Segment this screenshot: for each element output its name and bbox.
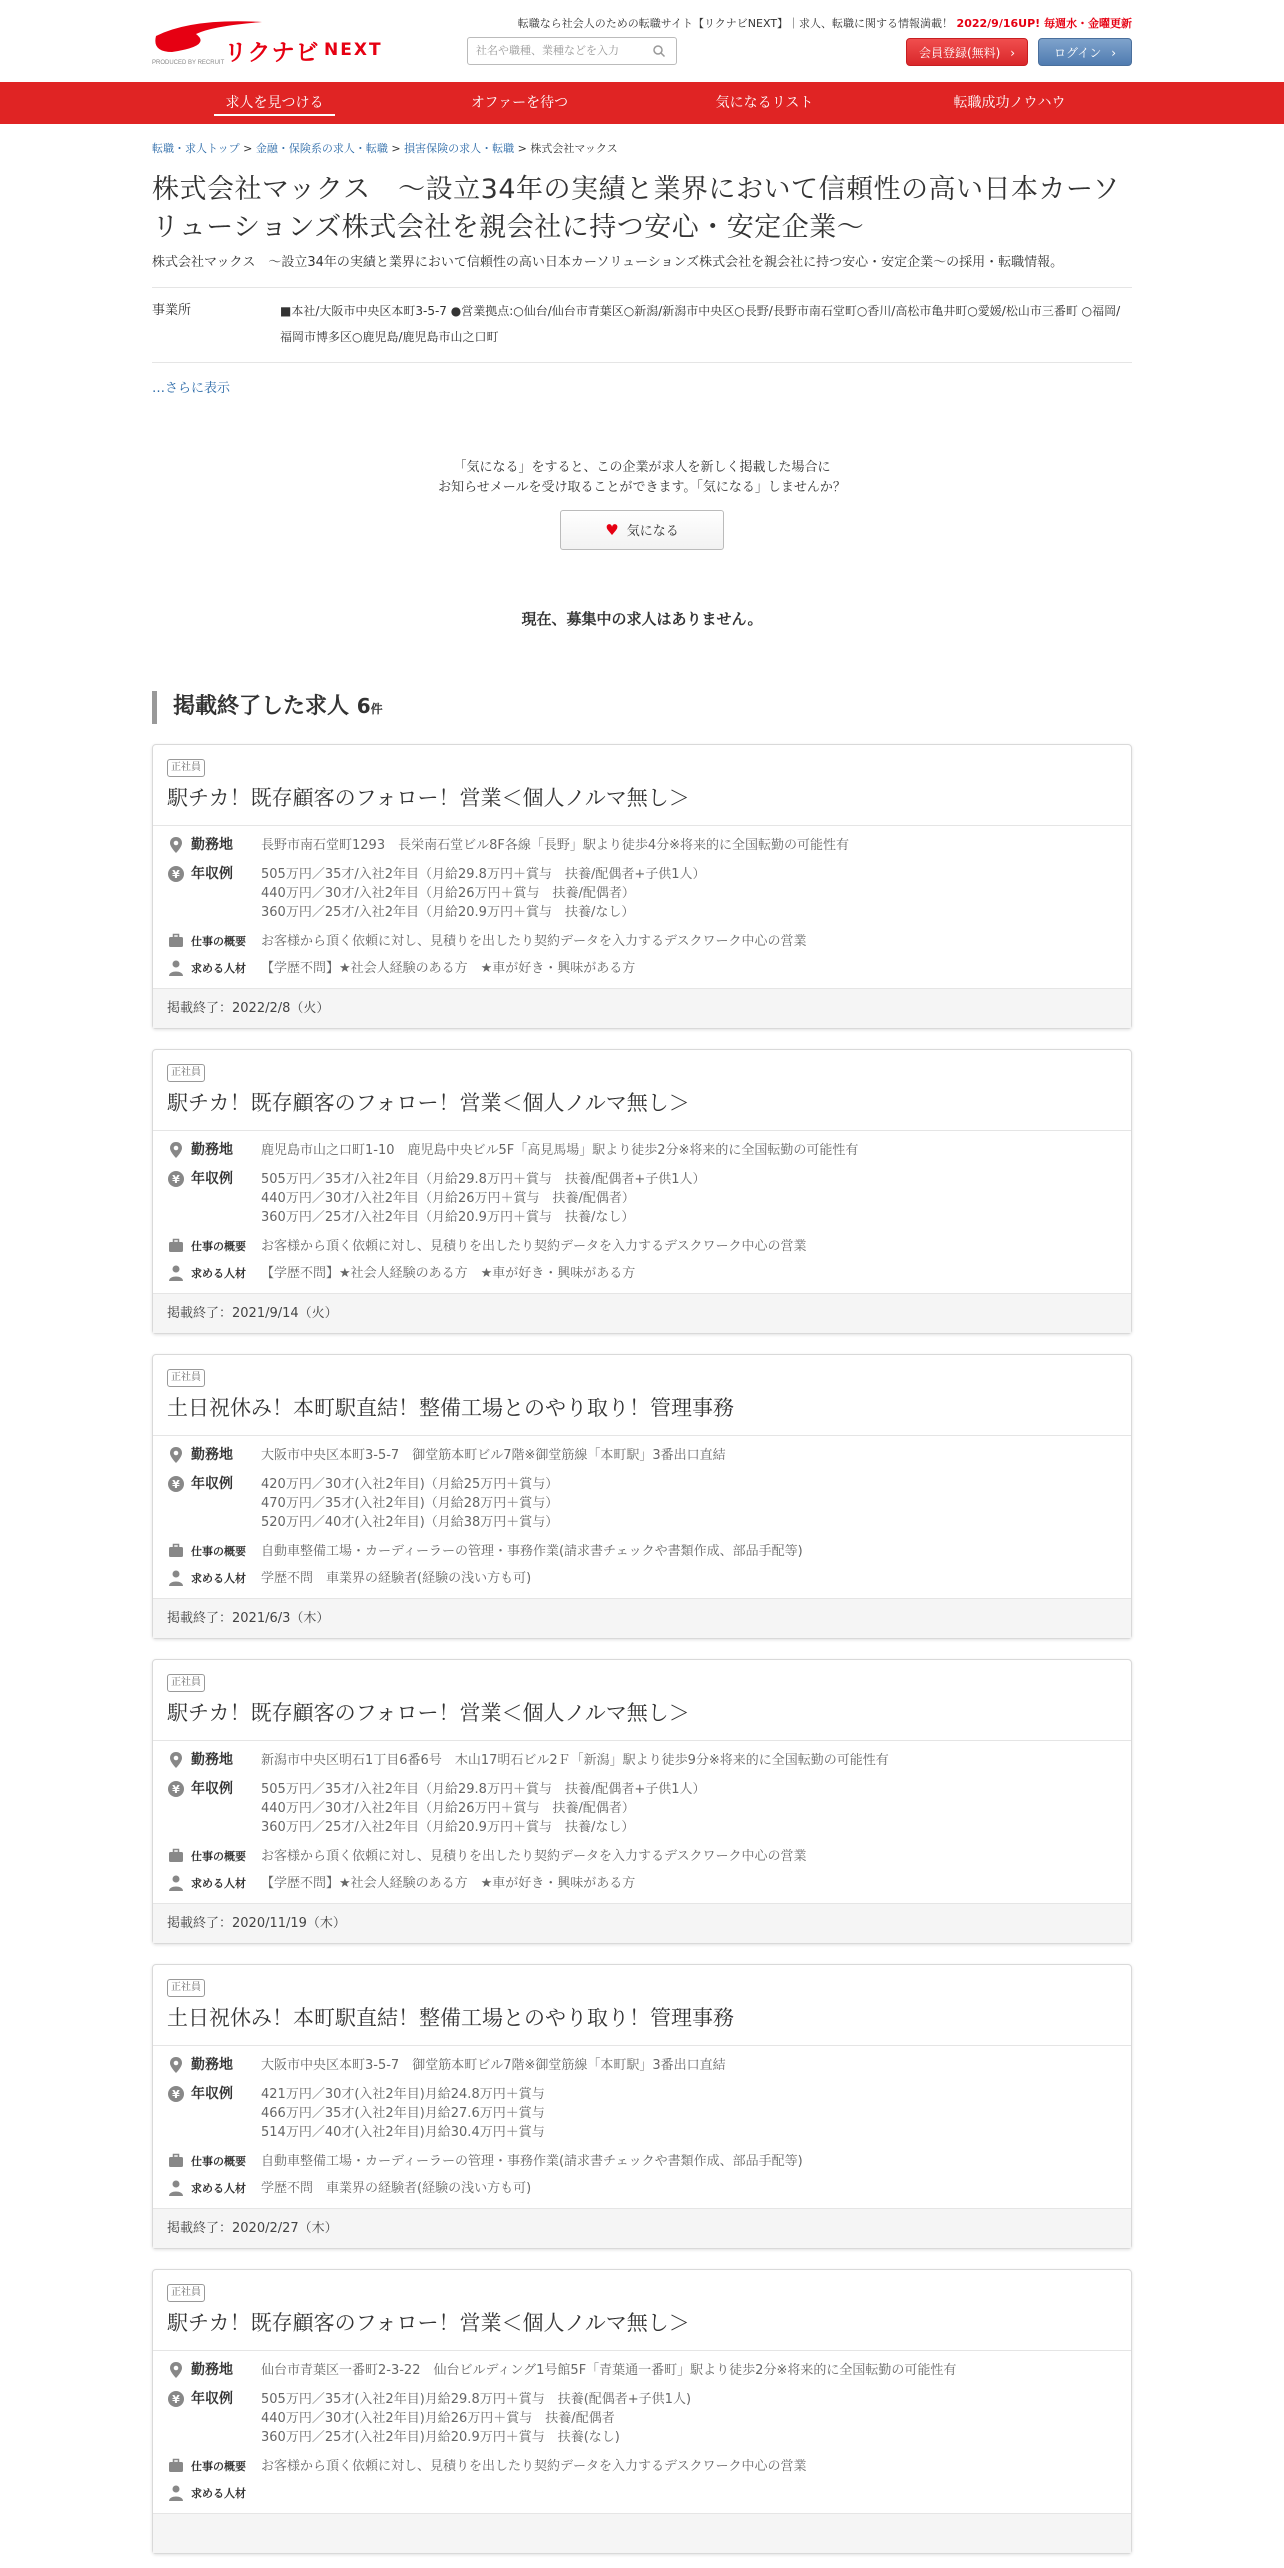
company-info-table <box>152 287 1132 363</box>
salary-row <box>167 865 1117 922</box>
svg-text:¥: ¥ <box>172 1478 180 1491</box>
nav-wait-offer[interactable]: オファーを待つ <box>470 95 569 111</box>
location-row <box>167 2361 1117 2380</box>
logo-text: リクナビ <box>224 40 320 66</box>
summary-label <box>167 1237 261 1256</box>
employment-badge: 正社員 <box>167 759 205 777</box>
summary-label-text: 仕事の概要 <box>191 1850 246 1863</box>
job-title[interactable]: 土日祝休み！本町駅直結！整備工場とのやり取り！管理事務 <box>167 1396 734 1420</box>
breadcrumb: 転職・求人トップ > 金融・保険系の求人・転職 > 損害保険の求人・転職 > 株式会社マックス <box>152 142 618 155</box>
wanted-label <box>167 1874 261 1893</box>
wanted-row <box>167 2484 1117 2503</box>
location-label-text: 勤務地 <box>191 1142 233 1158</box>
summary-value: お客様から頂く依頼に対し、見積りを出したり契約データを入力するデスクワーク中心の営業 <box>261 934 807 949</box>
favorite-message <box>152 458 1132 498</box>
search-input[interactable]: 社名や職種、業種などを入力 <box>467 37 677 65</box>
person-icon <box>167 2484 185 2502</box>
wanted-value: 【学歴不問】★社会人経験のある方 ★車が好き・興味がある方 <box>261 961 636 976</box>
location-value: 大阪市中央区本町3-5-7 御堂筋本町ビル7階※御堂筋線「本町駅」3番出口直結 <box>261 1448 726 1463</box>
location-row <box>167 1141 1117 1160</box>
nav-find-jobs[interactable]: 求人を見つける <box>152 82 397 124</box>
summary-row <box>167 2457 1117 2476</box>
location-label-text: 勤務地 <box>191 1752 233 1768</box>
summary-label-text: 仕事の概要 <box>191 1545 246 1558</box>
salary-label <box>167 865 261 922</box>
job-title[interactable]: 駅チカ！既存顧客のフォロー！営業＜個人ノルマ無し＞ <box>167 786 690 810</box>
wanted-label-text: 求める人材 <box>191 2487 246 2500</box>
map-pin-icon <box>167 836 185 854</box>
job-card[interactable] <box>152 1354 1132 1639</box>
wanted-row <box>167 959 1117 978</box>
job-card-header <box>153 2270 1131 2351</box>
wanted-row <box>167 2179 1117 2198</box>
salary-values <box>261 865 706 922</box>
location-label <box>167 1751 261 1770</box>
job-card-header <box>153 1355 1131 1436</box>
show-more-link[interactable]: …さらに表示 <box>152 381 231 396</box>
breadcrumb-finance[interactable]: 金融・保険系の求人・転職 <box>255 142 388 155</box>
office-label: 事業所 <box>152 303 192 318</box>
ended-jobs-unit: 件 <box>370 702 383 716</box>
job-card[interactable] <box>152 744 1132 1029</box>
summary-row <box>167 1847 1117 1866</box>
summary-value: 自動車整備工場・カーディーラーの管理・事務作業(請求書チェックや書類作成、部品手配等) <box>261 1544 803 1559</box>
posting-ended-date <box>153 2513 1131 2553</box>
job-title[interactable]: 駅チカ！既存顧客のフォロー！営業＜個人ノルマ無し＞ <box>167 2311 690 2335</box>
salary-label-text: 年収例 <box>191 866 233 882</box>
location-value: 新潟市中央区明石1丁目6番6号 木山17明石ビル2Ｆ「新潟」駅より徒歩9分※将来的に全国転勤の可能性有 <box>261 1753 889 1768</box>
salary-line: 360万円／25才/入社2年目（月給20.9万円＋賞与 扶養/なし） <box>261 905 635 920</box>
summary-value: お客様から頂く依頼に対し、見積りを出したり契約データを入力するデスクワーク中心の営業 <box>261 1239 807 1254</box>
svg-text:¥: ¥ <box>172 2088 180 2101</box>
job-card-header <box>153 1965 1131 2046</box>
location-label <box>167 1141 261 1160</box>
main-content <box>152 139 1132 2554</box>
salary-values <box>261 2085 545 2142</box>
search-icon[interactable] <box>652 44 666 58</box>
global-nav <box>0 82 1284 124</box>
wanted-row <box>167 1264 1117 1283</box>
wanted-label-text: 求める人材 <box>191 2182 246 2195</box>
salary-line: 440万円／30才(入社2年目)月給26万円＋賞与 扶養/配偶者 <box>261 2411 615 2426</box>
location-label-text: 勤務地 <box>191 2057 233 2073</box>
job-card-body <box>153 1436 1131 1598</box>
posting-ended-date: 掲載終了：2020/11/19（木） <box>153 1903 1131 1943</box>
ended-jobs-heading <box>152 691 1132 724</box>
location-value: 長野市南石堂町1293 長栄南石堂ビル8F各線「長野」駅より徒歩4分※将来的に全国転勤の可能性有 <box>261 838 849 853</box>
salary-row <box>167 1475 1117 1532</box>
yen-icon <box>167 1170 185 1188</box>
svg-text:¥: ¥ <box>172 868 180 881</box>
summary-label <box>167 2457 261 2476</box>
yen-icon <box>167 1475 185 1493</box>
no-jobs-message: 現在、募集中の求人はありません。 <box>521 610 763 628</box>
company-subtitle: 株式会社マックス ～設立34年の実績と業界において信頼性の高い日本カーソリューションズ株式会社を親会社に持つ安心・安定企業～の採用・転職情報。 <box>152 255 1064 270</box>
wanted-label-text: 求める人材 <box>191 1877 246 1890</box>
person-icon <box>167 1874 185 1892</box>
wanted-label-text: 求める人材 <box>191 962 246 975</box>
briefcase-icon <box>167 1237 185 1255</box>
rikunabi-next-logo[interactable] <box>152 16 402 72</box>
salary-label <box>167 1475 261 1532</box>
briefcase-icon <box>167 932 185 950</box>
salary-label <box>167 2390 261 2447</box>
breadcrumb-top[interactable]: 転職・求人トップ <box>152 142 240 155</box>
salary-row <box>167 2085 1117 2142</box>
job-card-header <box>153 1050 1131 1131</box>
job-card[interactable] <box>152 2269 1132 2554</box>
wanted-label <box>167 1264 261 1283</box>
location-label <box>167 2056 261 2075</box>
register-button[interactable] <box>906 38 1028 66</box>
map-pin-icon <box>167 1141 185 1159</box>
salary-line: 520万円／40才(入社2年目)（月給38万円＋賞与） <box>261 1515 559 1530</box>
yen-icon <box>167 865 185 883</box>
job-card[interactable] <box>152 1049 1132 1334</box>
salary-line: 420万円／30才(入社2年目)（月給25万円＋賞与） <box>261 1477 559 1492</box>
svg-text:¥: ¥ <box>172 2393 180 2406</box>
job-card-body <box>153 1131 1131 1293</box>
salary-line: 440万円／30才/入社2年目（月給26万円＋賞与 扶養/配偶者） <box>261 1191 635 1206</box>
favorite-button[interactable] <box>560 510 724 550</box>
location-label-text: 勤務地 <box>191 1447 233 1463</box>
summary-label-text: 仕事の概要 <box>191 2155 246 2168</box>
person-icon <box>167 1569 185 1587</box>
register-label: 会員登録(無料) <box>918 46 1001 60</box>
tagline-text: 転職なら社会人のための転職サイト【リクナビNEXT】｜求人、転職に関する情報満載！ <box>517 17 954 30</box>
yen-icon <box>167 1780 185 1798</box>
wanted-row <box>167 1569 1117 1588</box>
location-label <box>167 836 261 855</box>
job-title[interactable]: 土日祝休み！本町駅直結！整備工場とのやり取り！管理事務 <box>167 2006 734 2030</box>
employment-badge: 正社員 <box>167 1979 205 1997</box>
favorite-button-label: 気になる <box>626 524 679 539</box>
breadcrumb-insurance[interactable]: 損害保険の求人・転職 <box>404 142 515 155</box>
logo-byline: PRODUCED BY RECRUIT <box>152 60 225 66</box>
summary-label <box>167 2152 261 2171</box>
wanted-label-text: 求める人材 <box>191 1572 246 1585</box>
salary-label-text: 年収例 <box>191 2391 233 2407</box>
salary-label-text: 年収例 <box>191 1781 233 1797</box>
summary-label-text: 仕事の概要 <box>191 2460 246 2473</box>
employment-badge: 正社員 <box>167 1064 205 1082</box>
briefcase-icon <box>167 1542 185 1560</box>
salary-line: 505万円／35才(入社2年目)月給29.8万円＋賞与 扶養(配偶者+子供1人) <box>261 2392 692 2407</box>
svg-text:¥: ¥ <box>172 1173 180 1186</box>
salary-line: 505万円／35才/入社2年目（月給29.8万円＋賞与 扶養/配偶者+子供1人） <box>261 1782 706 1797</box>
salary-line: 440万円／30才/入社2年目（月給26万円＋賞与 扶養/配偶者） <box>261 886 635 901</box>
briefcase-icon <box>167 1847 185 1865</box>
salary-row <box>167 2390 1117 2447</box>
job-title[interactable]: 駅チカ！既存顧客のフォロー！営業＜個人ノルマ無し＞ <box>167 1091 690 1115</box>
salary-line: 360万円／25才/入社2年目（月給20.9万円＋賞与 扶養/なし） <box>261 1820 635 1835</box>
favorite-message-line2: お知らせメールを受け取ることができます。「気になる」しませんか？ <box>438 480 846 495</box>
summary-label <box>167 932 261 951</box>
wanted-label <box>167 959 261 978</box>
salary-values <box>261 1475 558 1532</box>
summary-label-text: 仕事の概要 <box>191 935 246 948</box>
salary-label <box>167 1780 261 1837</box>
update-info: 2022/9/16UP! 毎週水・金曜更新 <box>956 17 1132 30</box>
nav-knowhow[interactable]: 転職成功ノウハウ <box>953 95 1066 111</box>
summary-row <box>167 932 1117 951</box>
salary-values <box>261 2390 691 2447</box>
salary-values <box>261 1780 706 1837</box>
wanted-value: 学歴不問 車業界の経験者(経験の浅い方も可) <box>261 2181 532 2196</box>
wanted-label <box>167 2484 261 2503</box>
briefcase-icon <box>167 2152 185 2170</box>
ended-jobs-count: 6 <box>356 694 371 718</box>
summary-value: 自動車整備工場・カーディーラーの管理・事務作業(請求書チェックや書類作成、部品手配等) <box>261 2154 803 2169</box>
wanted-label <box>167 2179 261 2198</box>
salary-label <box>167 1170 261 1227</box>
salary-label-text: 年収例 <box>191 1476 233 1492</box>
map-pin-icon <box>167 1446 185 1464</box>
location-label-text: 勤務地 <box>191 837 233 853</box>
summary-label <box>167 1847 261 1866</box>
chevron-right-icon: › <box>1010 46 1015 60</box>
person-icon <box>167 2179 185 2197</box>
location-value: 鹿児島市山之口町1-10 鹿児島中央ビル5F「高見馬場」駅より徒歩2分※将来的に全国転勤の可能性有 <box>261 1143 859 1158</box>
salary-label-text: 年収例 <box>191 2086 233 2102</box>
office-value: ■本社/大阪市中央区本町3-5-7 ●営業拠点:○仙台/仙台市青葉区○新潟/新潟市中央区○長野/長野市南石堂町○香川/高松市亀井町○愛媛/松山市三番町 ○福岡/福岡市博多区○鹿児島/鹿児島市山之口町 <box>280 304 1121 344</box>
location-label <box>167 2361 261 2380</box>
location-row <box>167 1751 1117 1770</box>
login-label: ログイン <box>1053 46 1102 60</box>
job-card-header <box>153 745 1131 826</box>
location-value: 大阪市中央区本町3-5-7 御堂筋本町ビル7階※御堂筋線「本町駅」3番出口直結 <box>261 2058 726 2073</box>
posting-ended-date: 掲載終了：2022/2/8（火） <box>153 988 1131 1028</box>
job-card-header <box>153 1660 1131 1741</box>
job-title[interactable]: 駅チカ！既存顧客のフォロー！営業＜個人ノルマ無し＞ <box>167 1701 690 1725</box>
summary-row <box>167 1237 1117 1256</box>
salary-label-text: 年収例 <box>191 1171 233 1187</box>
wanted-value: 学歴不問 車業界の経験者(経験の浅い方も可) <box>261 1571 532 1586</box>
page-title: 株式会社マックス ～設立34年の実績と業界において信頼性の高い日本カーソリューションズ株式会社を親会社に持つ安心・安定企業～ <box>152 174 1120 243</box>
briefcase-icon <box>167 2457 185 2475</box>
employment-badge: 正社員 <box>167 2284 205 2302</box>
header-tagline <box>518 15 1132 31</box>
location-label <box>167 1446 261 1465</box>
login-button[interactable] <box>1038 38 1132 66</box>
nav-favorites[interactable]: 気になるリスト <box>715 95 814 111</box>
employment-badge: 正社員 <box>167 1674 205 1692</box>
salary-line: 360万円／25才(入社2年目)月給20.9万円＋賞与 扶養(なし) <box>261 2430 620 2445</box>
wanted-row <box>167 1874 1117 1893</box>
wanted-value: 【学歴不問】★社会人経験のある方 ★車が好き・興味がある方 <box>261 1266 636 1281</box>
map-pin-icon <box>167 2056 185 2074</box>
yen-icon <box>167 2085 185 2103</box>
salary-line: 505万円／35才/入社2年目（月給29.8万円＋賞与 扶養/配偶者+子供1人） <box>261 1172 706 1187</box>
salary-label <box>167 2085 261 2142</box>
job-card[interactable] <box>152 1659 1132 1944</box>
location-label-text: 勤務地 <box>191 2362 233 2378</box>
yen-icon <box>167 2390 185 2408</box>
summary-label-text: 仕事の概要 <box>191 1240 246 1253</box>
job-card[interactable] <box>152 1964 1132 2249</box>
salary-line: 440万円／30才/入社2年目（月給26万円＋賞与 扶養/配偶者） <box>261 1801 635 1816</box>
site-header <box>152 0 1132 82</box>
job-card-body <box>153 1741 1131 1903</box>
salary-line: 505万円／35才/入社2年目（月給29.8万円＋賞与 扶養/配偶者+子供1人） <box>261 867 706 882</box>
chevron-right-icon: › <box>1111 46 1117 60</box>
job-card-body <box>153 2046 1131 2208</box>
location-row <box>167 2056 1117 2075</box>
person-icon <box>167 959 185 977</box>
summary-value: お客様から頂く依頼に対し、見積りを出したり契約データを入力するデスクワーク中心の営業 <box>261 2459 807 2474</box>
job-card-body <box>153 2351 1131 2513</box>
salary-line: 466万円／35才(入社2年目)月給27.6万円＋賞与 <box>261 2106 545 2121</box>
svg-text:¥: ¥ <box>172 1783 180 1796</box>
map-pin-icon <box>167 1751 185 1769</box>
person-icon <box>167 1264 185 1282</box>
salary-values <box>261 1170 706 1227</box>
salary-row <box>167 1170 1117 1227</box>
location-value: 仙台市青葉区一番町2-3-22 仙台ビルディング1号館5F「青葉通一番町」駅より徒歩2分※将来的に全国転勤の可能性有 <box>261 2363 957 2378</box>
ended-jobs-title: 掲載終了した求人 <box>173 694 350 719</box>
wanted-label-text: 求める人材 <box>191 1267 246 1280</box>
salary-line: 470万円／35才(入社2年目)（月給28万円＋賞与） <box>261 1496 559 1511</box>
salary-line: 360万円／25才/入社2年目（月給20.9万円＋賞与 扶養/なし） <box>261 1210 635 1225</box>
job-card-body <box>153 826 1131 988</box>
map-pin-icon <box>167 2361 185 2379</box>
breadcrumb-current: 株式会社マックス <box>530 142 618 155</box>
logo-next: NEXT <box>324 40 383 60</box>
ended-job-list <box>152 744 1132 2554</box>
summary-value: お客様から頂く依頼に対し、見積りを出したり契約データを入力するデスクワーク中心の営業 <box>261 1849 807 1864</box>
summary-row <box>167 1542 1117 1561</box>
salary-line: 514万円／40才(入社2年目)月給30.4万円＋賞与 <box>261 2125 545 2140</box>
salary-row <box>167 1780 1117 1837</box>
summary-label <box>167 1542 261 1561</box>
posting-ended-date: 掲載終了：2021/9/14（火） <box>153 1293 1131 1333</box>
wanted-label <box>167 1569 261 1588</box>
posting-ended-date: 掲載終了：2020/2/27（木） <box>153 2208 1131 2248</box>
heart-icon: ♥ <box>605 521 619 539</box>
employment-badge: 正社員 <box>167 1369 205 1387</box>
location-row <box>167 1446 1117 1465</box>
salary-line: 421万円／30才(入社2年目)月給24.8万円＋賞与 <box>261 2087 545 2102</box>
wanted-value: 【学歴不問】★社会人経験のある方 ★車が好き・興味がある方 <box>261 1876 636 1891</box>
favorite-message-line1: 「気になる」をすると、この企業が求人を新しく掲載した場合に <box>453 460 831 475</box>
posting-ended-date: 掲載終了：2021/6/3（木） <box>153 1598 1131 1638</box>
summary-row <box>167 2152 1117 2171</box>
location-row <box>167 836 1117 855</box>
